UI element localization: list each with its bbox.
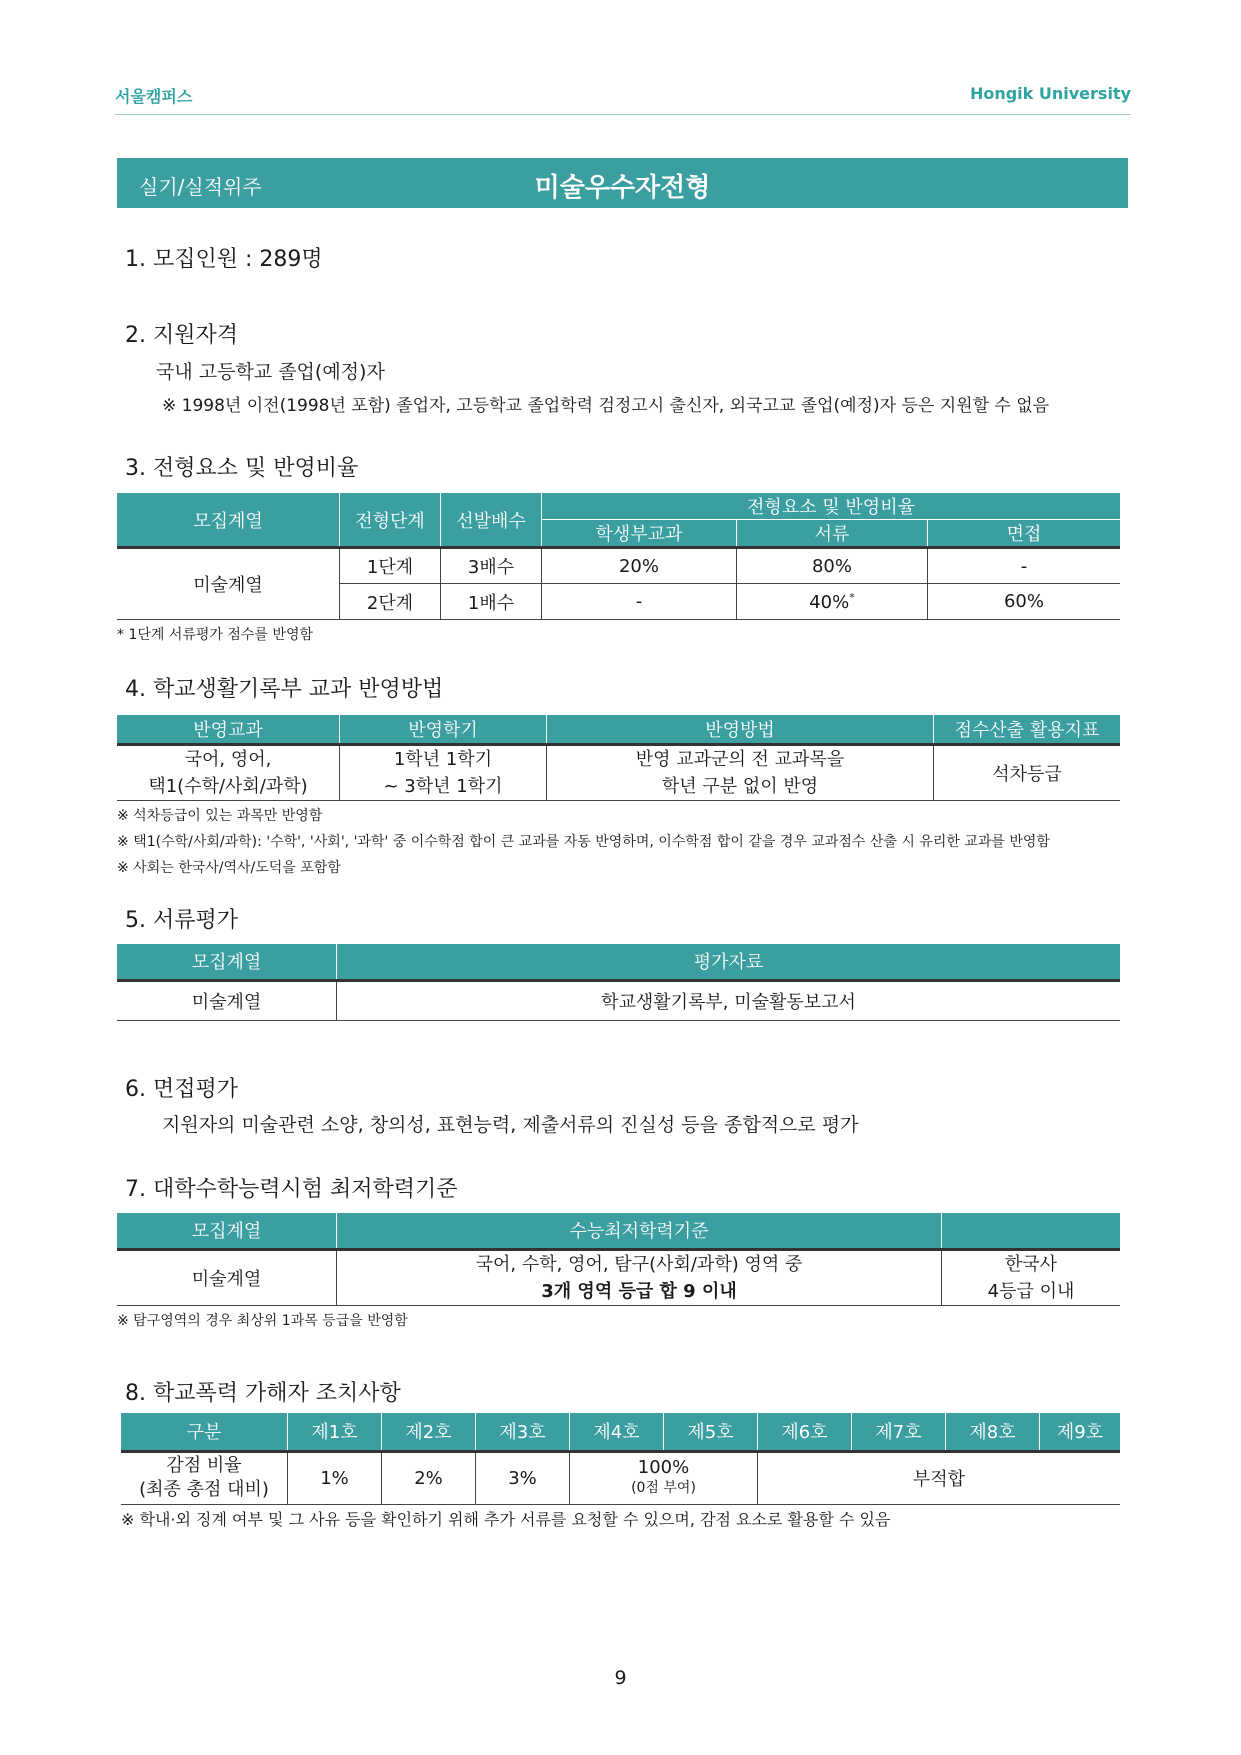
subject-line-2: 택1(수학/사회/과학) xyxy=(148,775,308,797)
term-line-2: ~ 3학년 1학기 xyxy=(383,775,503,797)
cell-deduction-label xyxy=(121,1451,288,1504)
section-5-title: 5. 서류평가 xyxy=(125,908,238,933)
school-violence-table xyxy=(121,1413,1120,1505)
no4-5-value: 100% xyxy=(637,1457,690,1478)
th-material: 평가자료 xyxy=(337,944,1121,980)
th-no2: 제2호 xyxy=(382,1413,476,1451)
th-no7: 제7호 xyxy=(852,1413,946,1451)
section-3-note: * 1단계 서류평가 점수를 반영함 xyxy=(117,627,313,643)
cell-no2: 2% xyxy=(382,1451,476,1504)
history-line-2: 4등급 이내 xyxy=(987,1280,1075,1302)
campus-label: 서울캠퍼스 xyxy=(115,87,193,106)
th-ratio: 선발배수 xyxy=(441,493,542,548)
label-line-2: (최종 총점 대비) xyxy=(139,1479,269,1500)
no4-5-sub: (0점 부여) xyxy=(631,1480,696,1496)
cell-material: 학교생활기록부, 미술활동보고서 xyxy=(337,980,1121,1020)
th-no1: 제1호 xyxy=(288,1413,382,1451)
transcript-method-table xyxy=(117,715,1120,801)
section-8-note: ※ 학내·외 징계 여부 및 그 사유 등을 확인하기 위해 추가 서류를 요청할 수 있으며, 감점 요소로 활용할 수 있음 xyxy=(121,1510,891,1529)
selection-ratio-table xyxy=(117,493,1120,620)
cell-no4-5 xyxy=(570,1451,758,1504)
section-6-title: 6. 면접평가 xyxy=(125,1077,238,1102)
label-line-1: 감점 비율 xyxy=(166,1455,242,1476)
document-review-table xyxy=(117,944,1120,1021)
th-no9: 제9호 xyxy=(1040,1413,1121,1451)
th-field: 모집계열 xyxy=(117,493,340,548)
cell-no3: 3% xyxy=(476,1451,570,1504)
section-3-title: 3. 전형요소 및 반영비율 xyxy=(125,456,359,481)
title-banner xyxy=(117,158,1128,208)
cell-grades-1: 20% xyxy=(542,548,737,584)
th-doc-field: 모집계열 xyxy=(117,944,337,980)
term-line-1: 1학년 1학기 xyxy=(393,748,493,770)
section-8-title: 8. 학교폭력 가해자 조치사항 xyxy=(125,1381,401,1406)
banner-category: 실기/실적위주 xyxy=(139,175,262,199)
criteria-line-1: 국어, 수학, 영어, 탐구(사회/과학) 영역 중 xyxy=(475,1253,803,1275)
th-term: 반영학기 xyxy=(340,715,547,744)
method-line-1: 반영 교과군의 전 교과목을 xyxy=(635,748,845,770)
th-no3: 제3호 xyxy=(476,1413,570,1451)
cell-history xyxy=(942,1249,1121,1305)
th-no5: 제5호 xyxy=(664,1413,758,1451)
university-label: Hongik University xyxy=(969,84,1131,103)
th-criteria: 수능최저학력기준 xyxy=(337,1213,942,1249)
cell-docs-2 xyxy=(737,584,928,620)
cell-ratio-2: 1배수 xyxy=(441,584,542,620)
th-index: 점수산출 활용지표 xyxy=(934,715,1121,744)
cell-interview-1: - xyxy=(928,548,1121,584)
page-number: 9 xyxy=(614,1667,627,1689)
cell-doc-field: 미술계열 xyxy=(117,980,337,1020)
subject-line-1: 국어, 영어, xyxy=(184,748,272,770)
cell-grades-2: - xyxy=(542,584,737,620)
section-7-note: ※ 탐구영역의 경우 최상위 1과목 등급을 반영함 xyxy=(117,1313,408,1329)
th-method: 반영방법 xyxy=(547,715,934,744)
cell-field: 미술계열 xyxy=(117,548,340,620)
criteria-line-2: 3개 영역 등급 합 9 이내 xyxy=(541,1280,737,1302)
method-line-2: 학년 구분 없이 반영 xyxy=(661,775,819,797)
cell-index: 석차등급 xyxy=(934,744,1121,800)
th-csat-field: 모집계열 xyxy=(117,1213,337,1249)
cell-csat-field: 미술계열 xyxy=(117,1249,337,1305)
section-2-title: 2. 지원자격 xyxy=(125,323,238,348)
section-4-note-1: ※ 석차등급이 있는 과목만 반영함 xyxy=(117,808,323,824)
cell-interview-2: 60% xyxy=(928,584,1121,620)
th-stage: 전형단계 xyxy=(340,493,441,548)
cell-method xyxy=(547,744,934,800)
cell-ratio-1: 3배수 xyxy=(441,548,542,584)
csat-minimum-table xyxy=(117,1213,1120,1306)
docs-2-mark: * xyxy=(849,590,855,604)
section-6-text: 지원자의 미술관련 소양, 창의성, 표현능력, 제출서류의 진실성 등을 종합적으로 평가 xyxy=(162,1114,859,1136)
cell-no1: 1% xyxy=(288,1451,382,1504)
section-4-note-3: ※ 사회는 한국사/역사/도덕을 포함함 xyxy=(117,860,341,876)
section-4-title: 4. 학교생활기록부 교과 반영방법 xyxy=(125,677,444,702)
th-no6: 제6호 xyxy=(758,1413,852,1451)
th-extra xyxy=(942,1213,1121,1249)
cell-docs-1: 80% xyxy=(737,548,928,584)
cell-stage-1: 1단계 xyxy=(340,548,441,584)
th-grades: 학생부교과 xyxy=(542,520,737,548)
th-no8: 제8호 xyxy=(946,1413,1040,1451)
section-2-text: 국내 고등학교 졸업(예정)자 xyxy=(156,361,385,383)
th-group: 전형요소 및 반영비율 xyxy=(542,493,1121,520)
cell-term xyxy=(340,744,547,800)
th-subject: 반영교과 xyxy=(117,715,340,744)
th-interview: 면접 xyxy=(928,520,1121,548)
section-4-note-2: ※ 택1(수학/사회/과학): '수학', '사회', '과학' 중 이수학점 합이 큰 교과를 자동 반영하며, 이수학점 합이 같을 경우 교과점수 산출 시 유리한 교과를 반영함 xyxy=(117,834,1050,850)
docs-2-value: 40% xyxy=(809,591,850,613)
cell-criteria xyxy=(337,1249,942,1305)
th-category: 구분 xyxy=(121,1413,288,1451)
header-divider xyxy=(115,114,1131,115)
history-line-1: 한국사 xyxy=(1004,1253,1058,1275)
cell-subject xyxy=(117,744,340,800)
th-no4: 제4호 xyxy=(570,1413,664,1451)
section-1-title: 1. 모집인원 : 289명 xyxy=(125,247,323,272)
section-2-note: ※ 1998년 이전(1998년 포함) 졸업자, 고등학교 졸업학력 검정고시 출신자, 외국고교 졸업(예정)자 등은 지원할 수 없음 xyxy=(162,396,1050,416)
cell-stage-2: 2단계 xyxy=(340,584,441,620)
th-docs: 서류 xyxy=(737,520,928,548)
cell-no6-9: 부적합 xyxy=(758,1451,1121,1504)
banner-title: 미술우수자전형 xyxy=(534,173,711,203)
section-7-title: 7. 대학수학능력시험 최저학력기준 xyxy=(125,1177,458,1202)
